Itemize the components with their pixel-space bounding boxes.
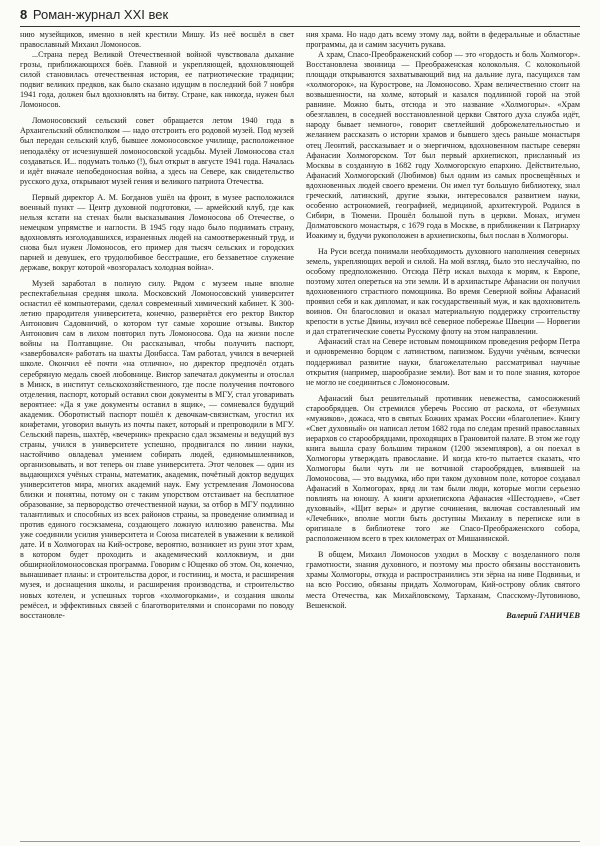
author-signature: Валерий ГАНИЧЕВ — [506, 610, 580, 620]
paragraph: А храм, Спасо-Преображенский собор — это «гордость и боль Холмогор». Восстановлена звонница — Преображенская колокольня. С колокольной площади открываются захватывающий вид на дальние луга, пасущихся там «холмогорок», на Курострове, на Ломоносово. Храм величественно стоит на возвышенности, на холме, который и казался подлинной горой на этой равнине. Можно быть, отсюда и это название «Холмогоры». «Храм обезглавлен, в соседней восстановленной церкви Святого духа служба идёт, народу бывает немного», говорит светлейший доброжелательностью и желанием рассказать о истории храмов и бывшего здесь раньше монастыря отец Леонтий, рассказывает и о энергичном, вдохновенном пастыре северян Афанасии Холмогорском. Тот был первый архиепископ, присланный из Москвы в созданную в 1682 году Холмогорскую епархию. Действительно, Афанасий Холмогорский (Любимов) был одним из самых просвещённых и вдохновенных людей своего времени. Он имел тут большую библиотеку, знал греческий, латинский, другие языки, интересовался развитием науки, особенно астрономией, географией, медициной, архитектурой. Родился в Сибири, в Тюмени. Прошёл большой путь в церкви. Монах, игумен Долматовского монастыря, с 1679 года в Москве, в приближении к Патриарху Иоакиму и, будучи рукоположен в архиепископы, был послан в Холмогоры. — [306, 50, 580, 240]
right-column — [306, 30, 580, 838]
journal-title: Роман-журнал XXI век — [32, 7, 169, 22]
paragraph: В общем, Михаил Ломоносов уходил в Москву с возделанного поля грамотности, знания духовного, и поэтому мы просто обязаны восстановить храмы Холмогоры, откуда и распространились эти зёрна на ниве Подвиньи, и на всю Россию, обязаны придать Холмогорам, Кий-острову облик святого места Отечества, как Михайловскому, Тарханам, Спасскому-Лутовиново, Вешенской. — [306, 550, 580, 610]
page-number: 8 — [20, 7, 28, 22]
paragraph: Музей заработал в полную силу. Рядом с музеем ныне вполне респектабельная средняя школа. Московский Ломоносовский университет оснастил её компьютерами, сделал современный химический кабинет. К 300-летию прародителя университета, конечно, развернётся его ректор Виктор Антонович Садовничий, о котором тут самые хорошие отзывы. Виктор Антонович сам в лихом повторил путь Ломоносова. Ода на жизни после войны на Полтавщине. Он рассказывал, чтобы получить паспорт, «завербовался» работать на шахты Донбасса. Там работал, учился в вечерней школе. Окончил её почти «на отлично», но директор предпочёл отдать серебряную медаль своей любовнице. Виктор запечатал документы и отослал в Минск, в институт сельскохозяйственного, где после получения почтового отделения, паспорт, который оставил свои документы в МГУ, стал уговаривать вероятнее: «Да я уже документы оставил в ящик», — сомневался будущий академик. Оборотистый паспорт пошёл к девочкам-связисткам, угостил их конфетами, уговорил вынуть из почты пакет, который и препроводили в МГУ. Сельский парень, шахтёр, «вечерник» прекрасно сдал экзамены и ведущий вуз страны, учился в университете успешно, продвигался по линии науки, настойчиво овладевал умением собирать людей, единомышленников, организовывать, и вот теперь он главе университета. Этот человек — один из выдающихся учёных страны, математик, академик, почётный доктор ведущих университетов мира, многих академий наук. Ему устремления Ломоносова близки и понятны, потому он с таким упорством отстаивает на бесплатное образование, за первородство отечественной науки, за отбор в МГУ подлинно талантливых и способных из всех районов страны, за проведение олимпиад и против единого госэкзамена, создающего ложную иллюзию равенства. Мы уже соединили усилия университета и Союза писателей в уважении к великой дате. И в Холмогорах на Кий-острове, вероятно, возникнет из руин этот храм, в котором будет проходить и академический коллоквиум, и дни обширнойломоносовская программа. Говорим с Ющенко об этом. Он, конечно, вынашивает планы: и строительства дорог, и гостиниц, и моста, и расширения музея, и доснащения школы, и расширения производства, и строительство новых котелен, и успешных торгов «холмогорками», и создания школы ремёсел, и эффективных связей с благотворителями и спонсорами по поводу восстановле- — [20, 279, 294, 620]
paragraph: Афанасий стал на Севере истовым помощником проведения реформ Петра и одновременно борцом с латинством, папизмом. Будучи учёным, всячески поддерживал развитие науки, благожелательно рассматривал научные открытия (например, шарообразие земли). Вот вам и то поле знания, которое не могло не соединиться с Ломоносовым. — [306, 337, 580, 387]
page-header — [20, 4, 580, 27]
paragraph: ...Страна перед Великой Отечественной войной чувствовала дыхание грозы, приближающихся боёв. Главной и укрепляющей, вдохновляющей силой становилась отечественная история, ее патриотические традиции; подвиг великих предков, как было сказано идущим в последний бой 7 ноября 1941 года, должен был вдохновлять на битву. Стране, как никогда, нужен был Ломоносов. — [20, 50, 294, 110]
paragraph: Первый директор А. М. Богданов ушёл на фронт, в музее расположился военный пункт — Центр духовной подготовки, — армейский клуб, где как нельзя кстати на стенах были высказывания Ломоносова об Отечестве, о немецком упрямстве и наглости. В 1945 году надо было поднимать страну, вдохновлять изголодавшихся, израненных людей на самоотверженный труд, и снова был нужен Ломоносов, его пример для тысяч сельских и городских парней и девушек, его трудолюбивое бесстрашие, его беззаветное служение державе, вокруг которой «возгораласъ холодная война». — [20, 192, 294, 273]
bottom-rule — [20, 841, 580, 842]
paragraph: Ломоносовский сельский совет обращается летом 1940 года в Архангельский облисполком — надо отстроить его родовой музей. Под музей был передан сельский клуб, бывшее ломоносовское училище, расположенное неподалёку от исчезнувшей ломоносовской усадьбы. Музей Ломоносова стал создаваться. И... подумать только (!), был открыт в августе 1941 года. Началась и идёт вначале непобедоносная война, а здесь на Севере, как свидетельство русского духа, открывают музей гения и великого патриота Отечества. — [20, 116, 294, 186]
paragraph: нию музейщиков, именно в ней крестили Мишу. Из неё восшёл в свет православный Михаил Ломоносов. — [20, 30, 294, 50]
paragraph: Афанасий был решительный противник невежества, самосожжений старообрядцев. Он стремился уберечь Россию от раскола, от «безумных «мужиков», дожаса, что в святых Божиих храмах России «благолепие». Книгу «Свет духовный» он написал летом 1682 года по следам прений православных иерархов со старообрядцами, проходящих в Грановитой палате. В этом же году книга вышла сразу большим тиражом (1200 экземпляров), а он поехал в Холмогоры утверждать православие. И когда кто-то пытается сказать, что Холмогоры были чуть ли не вотчиной старообрядцев, влиявшей на Ломоносова, — это выдумка, ибо при таком духовном поле, которое создавал Афанасий в Холмогорах, вряд ли там были люди, которые могли серьезно повлиять на юношу. А книги архиепископа Афанасия «Шестоднев», «Свет духовный», «Щит веры» и другие сочинения, включая составленный им «Лечебник», вполне могли быть доступны Михаилу в переписке или в оригинале в библиотеке того же Спасо-Преображенского собора, расположенном всего в трех километрах от Мишанинской. — [306, 393, 580, 544]
paragraph: На Руси всегда понимали необходимость духовного наполнения северных земель, укрепляющих верой и силой. На мой взгляд, было это неслучайно, по особому предположению. Отсюда Пётр искал выхода к морям, к Европе, поэтому хотел опереться на эти земли. И в архипастыре Афанасии он получил вдохновенного страстного помощника. Во время Северной войны Афанасий проявил себя и как дипломат, и как государственный муж, и как вдохновитель воинов. Он благословил и оказал материальную поддержку строительству крепости в устье Двины, изучил всё северное побережье Швеции — Норвегии и дал стратегические советы Русскому флоту на этом направлении. — [306, 246, 580, 337]
left-column — [20, 30, 294, 838]
paragraph: ния храма. Но надо дать всему этому лад, войти в федеральные и областные программы, да и самим засучить рукава. — [306, 30, 580, 50]
